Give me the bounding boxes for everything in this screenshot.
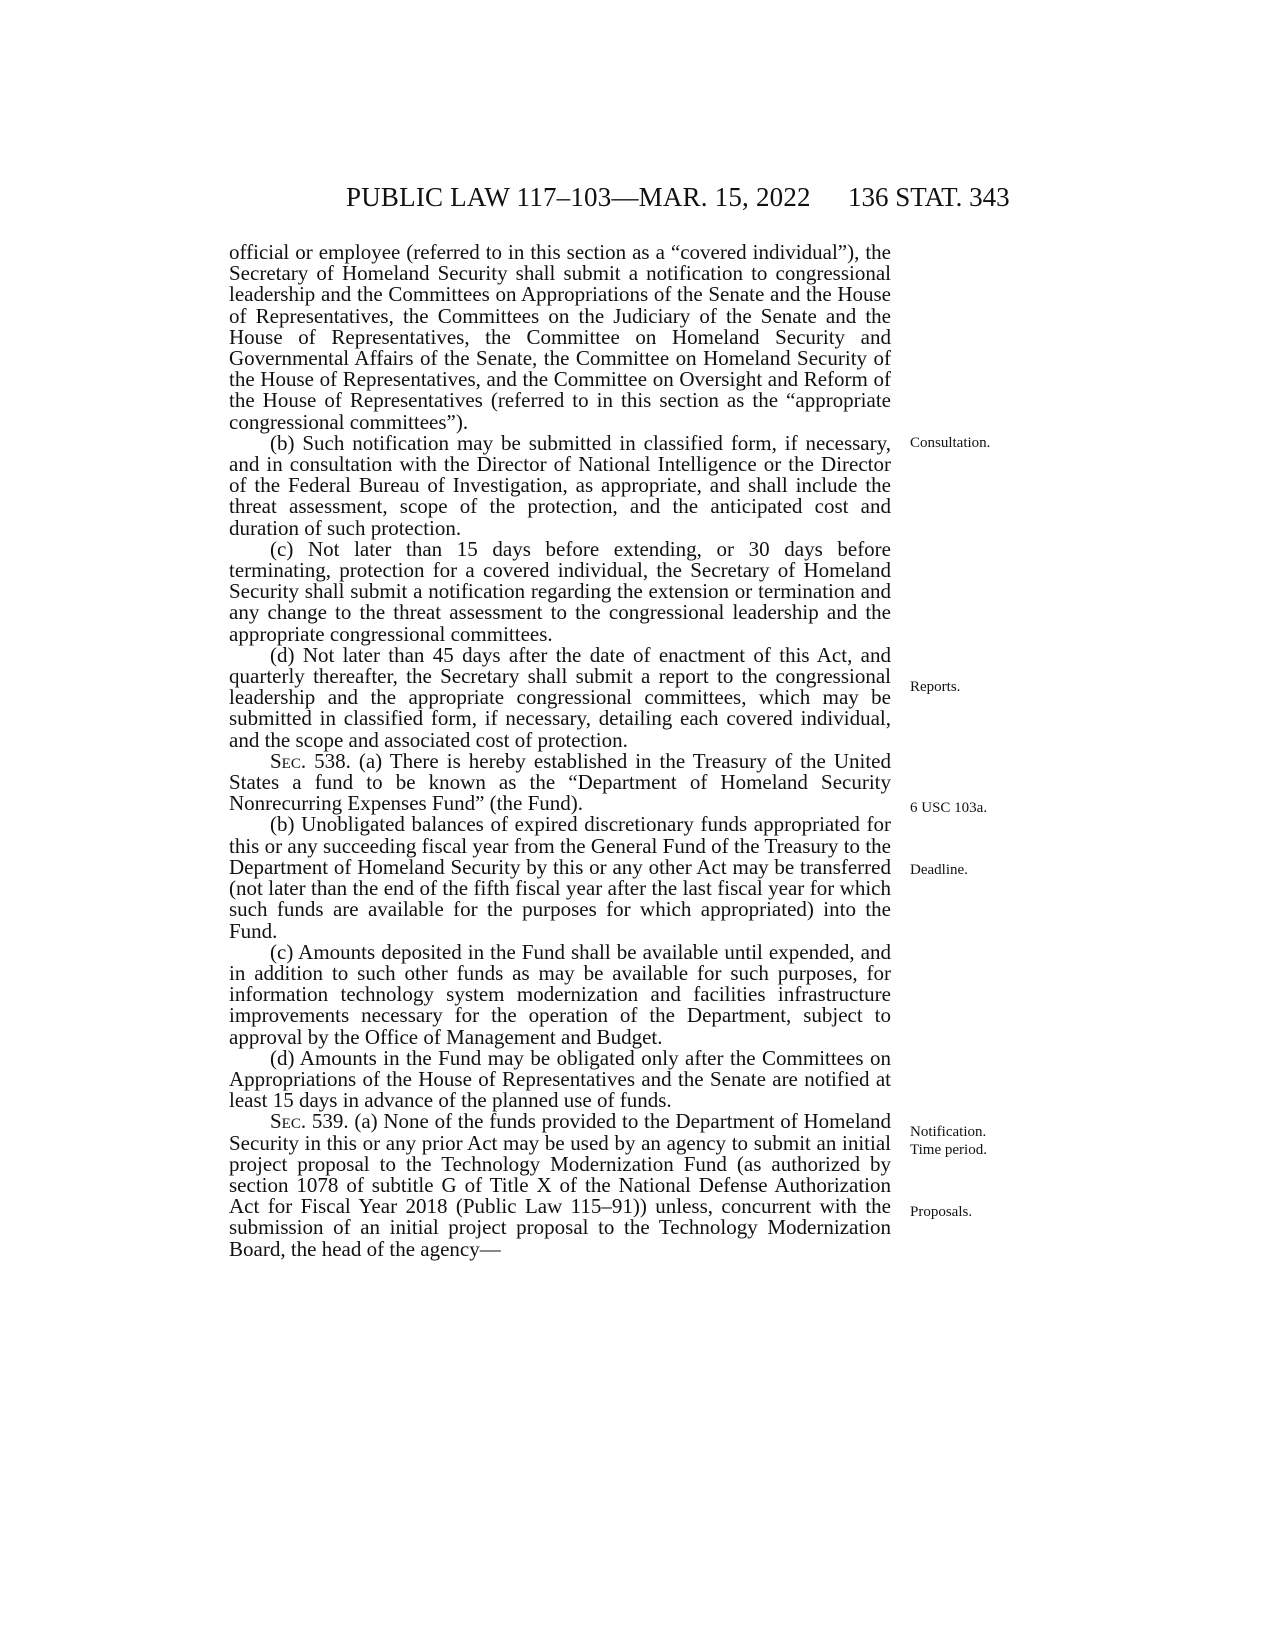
section-539-a-text: 539. (a) None of the funds provided to the Department of Homeland Security in this or any prior Act may be used by an agency to submit an initial project proposal to the Technology Modernization Fund (as authorized by section 1078 of subtitle G of Title X of the National Defense Authorization Act for Fiscal Year 2018 (Public Law 115–91)) unless, concurrent with the submission of an initial project proposal to the Technology Modernization Board, the head of the agency— [229,1109,891,1261]
section-538-a-text: 538. (a) There is hereby established in the Treasury of the United States a fund to be known as the “Department of Homeland Security Nonrecurring Expenses Fund” (the Fund). [229,748,891,816]
paragraph-c-extension: (c) Not later than 15 days before extending, or 30 days before terminating, protection for a covered individual, the Secretary of Homeland Security shall submit a notification regarding the extension or termination and any change to the threat assessment to the congressional leadership and the appropriate congressional committees. [229,536,891,646]
paragraph-d-report: (d) Not later than 45 days after the date of enactment of this Act, and quarterly thereafter, the Secretary shall submit a report to the congressional leadership and the appropriate congressional committees, which may be submitted in classified form, if necessary, detailing each covered individual, and the scope and associated cost of protection. [229,642,891,752]
margin-note-proposals: Proposals. [910,1204,973,1220]
margin-note-notification: Notification. [910,1124,987,1140]
margin-note-time-period: Time period. [910,1142,987,1158]
section-538-a [229,748,891,816]
section-538-c: (c) Amounts deposited in the Fund shall be available until expended, and in addition to such other funds as may be available for such purposes, for information technology system modernization and facilities infrastructure improvements necessary for the operation of the Department, subject to approval by the Office of Management and Budget. [229,939,891,1049]
paragraph-continuation: official or employee (referred to in this section as a “covered individual”), the Secretary of Homeland Security shall submit a notification to congressional leadership and the Committees on Appropriations of the Senate and the House of Representatives, the Committees on the Judiciary of the Senate and the House of Representatives, the Committee on Homeland Security and Governmental Affairs of the Senate, the Committee on Homeland Security of the House of Representatives, and the Committee on Oversight and Reform of the House of Representatives (referred to in this section as the “appropriate congressional committees”). [229,240,891,434]
law-title: PUBLIC LAW 117–103—MAR. 15, 2022 [346,182,811,212]
margin-note-deadline: Deadline. [910,862,968,878]
section-label: Sec. [270,748,307,773]
section-539-a [229,1111,891,1259]
page-header [0,182,1275,222]
margin-note-consultation: Consultation. [910,435,991,451]
paragraph-b-notification: (b) Such notification may be submitted in classified form, if necessary, and in consultation with the Director of National Intelligence or the Director of the Federal Bureau of Investigation, as appropriate, and shall include the threat assessment, scope of the protection, and the anticipated cost and duration of such protection. [229,430,891,540]
section-538-d: (d) Amounts in the Fund may be obligated only after the Committees on Appropriations of the House of Representatives and the Senate are notified at least 15 days in advance of the planned use of funds. [229,1045,891,1113]
body-text [229,242,891,1260]
section-538-b: (b) Unobligated balances of expired discretionary funds appropriated for this or any succeeding fiscal year from the General Fund of the Treasury to the Department of Homeland Security by this or any other Act may be transferred (not later than the end of the fifth fiscal year after the last fiscal year for which such funds are available for the purposes for which appropriated) into the Fund. [229,812,891,943]
margin-note-usc: 6 USC 103a. [910,800,988,816]
statute-page-number: 136 STAT. 343 [848,182,1010,212]
margin-note-reports: Reports. [910,679,961,695]
section-label: Sec. [270,1109,307,1134]
